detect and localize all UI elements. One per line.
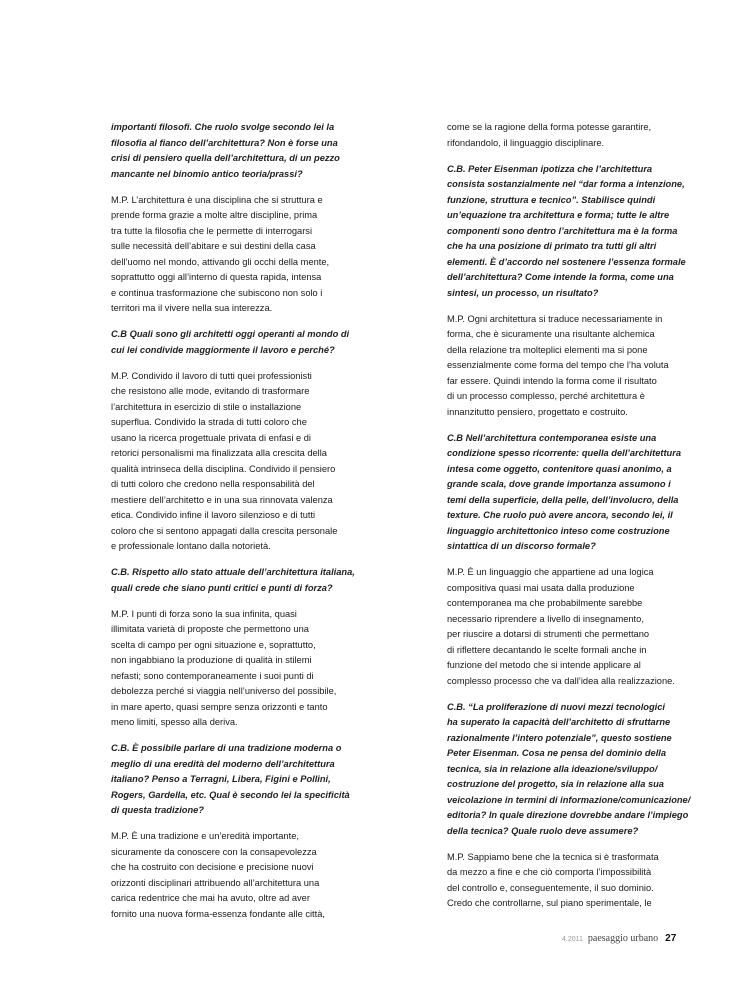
text-line: italiano? Penso a Terragni, Libera, Figini e Pollini, bbox=[111, 774, 331, 784]
text-line: temi della superficie, della pelle, dell’involucro, della bbox=[447, 494, 679, 505]
text-line: e continua trasformazione che subiscono non solo i bbox=[111, 287, 323, 298]
text-line: illimitata varietà di proposte che permettono una bbox=[111, 624, 309, 634]
text-line: qualità intrinseca della disciplina. Condivido il pensiero bbox=[111, 463, 336, 474]
interview-question bbox=[111, 327, 350, 358]
interview-question bbox=[111, 120, 340, 182]
text-line: veicolazione in termini di informazione/comunicazione/ bbox=[447, 794, 691, 805]
text-line: che ha costruito con decisione e precisione nuovi bbox=[111, 862, 314, 872]
text-line: funzione del metodo che si intende applicare al bbox=[447, 660, 641, 670]
text-line: M.P. È un linguaggio che appartiene ad una logica bbox=[447, 567, 654, 577]
text-line: necessario riprendere a livello di insegnamento, bbox=[447, 613, 644, 624]
text-line: compositiva quasi mai usata dalla produzione bbox=[447, 582, 635, 593]
text-line: C.B Quali sono gli architetti oggi operanti al mondo di bbox=[111, 329, 350, 339]
text-line: editoria? In quale direzione dovrebbe andare l’impiego bbox=[447, 810, 689, 820]
text-line: M.P. Condivido il lavoro di tutti quei professionisti bbox=[111, 370, 312, 381]
text-line: prende forma grazie a molte altre discipline, prima bbox=[111, 210, 318, 220]
text-line: rifondandolo, il linguaggio disciplinare. bbox=[447, 137, 605, 148]
text-line: superflua. Condivido la strada di tutti coloro che bbox=[111, 417, 307, 427]
text-line: fornito una nuova forma-essenza fondante alle città, bbox=[111, 908, 325, 919]
text-line: di riflettere decantando le scelte formali anche in bbox=[447, 644, 647, 655]
text-line: retorici personalismi ma finalizzata alla crescita della bbox=[111, 448, 327, 458]
text-line: non ingabbiano la produzione di qualità in stilemi bbox=[111, 655, 312, 665]
text-line: come se la ragione della forma potesse garantire, bbox=[447, 122, 652, 132]
text-line: dell’architettura? Come intende la forma, come una bbox=[447, 272, 674, 282]
text-line: della relazione tra molteplici elementi ma si pone bbox=[447, 344, 648, 355]
magazine-name: paesaggio urbano bbox=[587, 933, 659, 944]
interview-answer bbox=[447, 312, 669, 421]
text-line: Peter Eisenman. Cosa ne pensa del dominio della bbox=[447, 748, 667, 758]
interview-question bbox=[447, 431, 682, 555]
text-line: da mezzo a fine e che ciò comporta l’impossibilità bbox=[447, 867, 652, 877]
text-line: per riuscire a dotarsi di strumenti che permettano bbox=[447, 629, 650, 639]
text-line: M.P. L’architettura è una disciplina che si struttura e bbox=[111, 194, 323, 205]
text-line: e professionale lontano dalla notorietà. bbox=[111, 541, 271, 551]
text-line: nefasti; sono contemporaneamente i suoi punti di bbox=[111, 670, 314, 681]
text-line: sintattica di un discorso formale? bbox=[447, 541, 596, 551]
text-line: far essere. Quindi intendo la forma come il risultato bbox=[447, 375, 657, 386]
text-line: del controllo e, conseguentemente, il suo dominio. bbox=[447, 882, 654, 893]
interview-answer bbox=[111, 607, 337, 731]
text-line: M.P. È una tradizione e un’eredità importante, bbox=[111, 831, 299, 841]
text-line: debolezza perché si viaggia nell’universo del possibile, bbox=[111, 686, 337, 696]
text-line: costruzione del progetto, sia in relazione alla sua bbox=[447, 779, 664, 789]
text-line: soprattutto oggi all’interno di questa rapida, intensa bbox=[111, 272, 322, 282]
text-line: in mare aperto, quasi sempre senza orizzonti e tanto bbox=[111, 701, 328, 712]
interview-answer bbox=[447, 565, 675, 689]
interview-question bbox=[111, 741, 350, 819]
text-line: ha superato la capacità dell’architetto di sfruttarne bbox=[447, 717, 671, 727]
text-line: essenzialmente come forma del tempo che l’ha voluta bbox=[447, 360, 669, 370]
text-line: coloro che si sentono appagati dalla crescita personale bbox=[111, 525, 338, 536]
text-line: C.B. È possibile parlare di una tradizione moderna o bbox=[111, 743, 342, 753]
text-line: etica. Condivido infine il lavoro silenzioso e di tutti bbox=[111, 510, 316, 520]
text-line: condizione spesso ricorrente: quella dell’architettura bbox=[447, 448, 682, 458]
text-line: tecnica, sia in relazione alla ideazione/sviluppo/ bbox=[447, 763, 658, 774]
text-line: dell’uomo nel mondo, attivando gli occhi della mente, bbox=[111, 256, 330, 267]
text-line: C.B. Rispetto allo stato attuale dell’architettura italiana, bbox=[111, 567, 355, 577]
text-line: usano la ricerca progettuale privata di enfasi e di bbox=[111, 432, 312, 443]
text-line: di questa tradizione? bbox=[111, 805, 204, 815]
text-line: che resistono alle mode, evitando di trasformare bbox=[111, 386, 310, 396]
text-line: C.B. “La proliferazione di nuovi mezzi tecnologici bbox=[447, 701, 665, 712]
text-line: quali crede che siano punti critici e punti di forza? bbox=[111, 582, 333, 593]
issue-number: 4.2011 bbox=[562, 936, 583, 943]
text-line: intesa come oggetto, contenitore quasi anonimo, a bbox=[447, 463, 672, 474]
text-line: che ha una posizione di primato tra tutti gli altri bbox=[447, 241, 657, 251]
left-column bbox=[111, 120, 355, 933]
text-line: componenti sono dentro l’architettura ma è la forma bbox=[447, 225, 678, 236]
text-line: meno limiti, spesso alla deriva. bbox=[111, 717, 238, 727]
text-line: sintesi, un processo, un risultato? bbox=[447, 287, 599, 298]
text-line: un’equazione tra architettura e forma; tutte le altre bbox=[447, 210, 670, 220]
text-line: scelta di campo per ogni situazione e, soprattutto, bbox=[111, 639, 316, 650]
interview-answer bbox=[111, 369, 338, 555]
text-line: di un processo complesso, perché architettura è bbox=[447, 391, 645, 401]
text-line: l’architettura in esercizio di stile o installazione bbox=[111, 401, 302, 412]
text-line: della tecnica? Quale ruolo deve assumere? bbox=[447, 825, 639, 836]
text-line: consista sostanzialmente nel “dar forma a intenzione, bbox=[447, 179, 685, 189]
text-line: sicuramente da conoscere con la consapevolezza bbox=[111, 846, 317, 857]
interview-answer bbox=[447, 120, 659, 151]
text-line: mestiere dell’architetto e in una sua rinnovata valenza bbox=[111, 494, 333, 505]
text-line: tra tutte la filosofia che le permette di interrogarsi bbox=[111, 225, 313, 236]
text-line: M.P. Sappiamo bene che la tecnica si è trasformata bbox=[447, 851, 659, 862]
interview-answer bbox=[111, 193, 330, 317]
interview-answer bbox=[447, 850, 659, 912]
interview-question bbox=[447, 162, 686, 302]
text-line: grande scala, dove grande importanza assumono i bbox=[447, 479, 671, 489]
text-line: Rogers, Gardella, etc. Qual è secondo lei la specificità bbox=[111, 789, 350, 800]
text-line: Credo che controllarne, sul piano sperimentale, le bbox=[447, 898, 652, 908]
text-line: mancante nel binomio antico teoria/prassi? bbox=[111, 168, 303, 179]
right-column bbox=[447, 120, 691, 922]
text-line: M.P. I punti di forza sono la sua infinita, quasi bbox=[111, 608, 297, 619]
text-line: filosofia al fianco dell’architettura? Non è forse una bbox=[111, 137, 338, 148]
interview-question bbox=[111, 565, 355, 596]
text-line: elementi. È d’accordo nel sostenere l’essenza formale bbox=[447, 256, 686, 267]
interview-question bbox=[447, 700, 691, 840]
text-line: crisi di pensiero quella dell’architettura, di un pezzo bbox=[111, 153, 340, 163]
text-line: orizzonti disciplinari attribuendo all’architettura una bbox=[111, 877, 320, 888]
text-line: linguaggio architettonico inteso come costruzione bbox=[447, 525, 670, 536]
text-line: cui lei condivide maggiormente il lavoro e perché? bbox=[111, 344, 335, 355]
text-line: innanzitutto pensiero, progettato e costruito. bbox=[447, 406, 628, 417]
text-line: M.P. Ogni architettura si traduce necessariamente in bbox=[447, 313, 663, 324]
text-line: complesso processo che va dall’idea alla realizzazione. bbox=[447, 675, 675, 686]
text-line: carica redentrice che mai ha avuto, oltre ad aver bbox=[111, 893, 310, 903]
text-line: funzione, struttura e tecnico”. Stabilisce quindi bbox=[447, 194, 656, 205]
text-line: razionalmente l’intero potenziale”, questo sostiene bbox=[447, 732, 672, 743]
text-line: di tutti coloro che credono nella responsabilità del bbox=[111, 479, 315, 489]
text-line: forma, che è sicuramente una risultante alchemica bbox=[447, 329, 655, 339]
text-line: C.B Nell’architettura contemporanea esiste una bbox=[447, 432, 657, 443]
text-line: texture. Che ruolo può avere ancora, secondo lei, il bbox=[447, 510, 673, 520]
text-line: territori ma il vivere nella sua interezza. bbox=[111, 303, 273, 313]
text-line: meglio di una eredità del moderno dell’architettura bbox=[111, 758, 335, 769]
interview-answer bbox=[111, 829, 325, 922]
text-line: C.B. Peter Eisenman ipotizza che l’architettura bbox=[447, 163, 653, 174]
page-number: 27 bbox=[665, 933, 677, 944]
text-line: sulle necessità dell’abitare e sui destini della casa bbox=[111, 241, 316, 251]
page-footer bbox=[562, 933, 676, 944]
text-line: contemporanea ma che probabilmente sarebbe bbox=[447, 598, 643, 608]
text-line: importanti filosofi. Che ruolo svolge secondo lei la bbox=[111, 122, 335, 132]
